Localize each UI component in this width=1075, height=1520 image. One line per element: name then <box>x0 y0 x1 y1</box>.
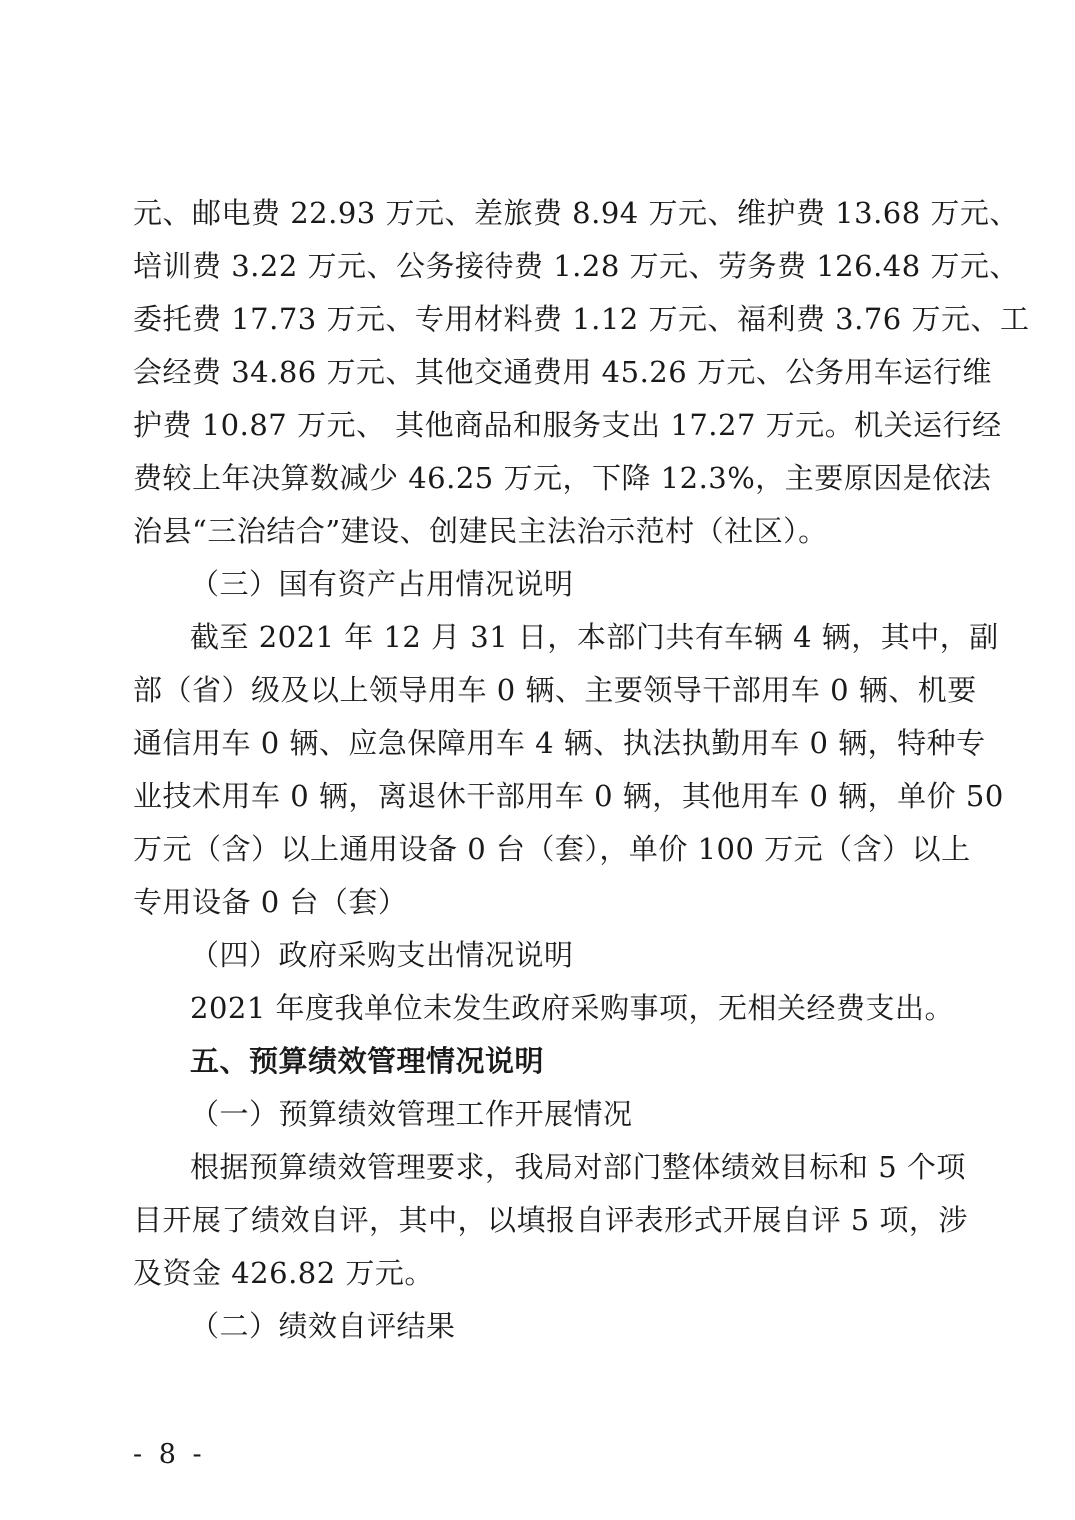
section-heading-1: （一）预算绩效管理工作开展情况 <box>190 1097 633 1131</box>
paragraph-line: 专用设备 0 台（套） <box>133 885 408 919</box>
paragraph-line: 护费 10.87 万元、 其他商品和服务支出 17.27 万元。机关运行经 <box>133 408 1002 442</box>
paragraph-line: 部（省）级及以上领导用车 0 辆、主要领导干部用车 0 辆、机要 <box>133 673 977 707</box>
page-number: - 8 - <box>133 1439 206 1470</box>
paragraph-line: 元、邮电费 22.93 万元、差旅费 8.94 万元、维护费 13.68 万元、 <box>133 196 1019 230</box>
paragraph-line: 委托费 17.73 万元、专用材料费 1.12 万元、福利费 3.76 万元、工 <box>133 302 1030 336</box>
paragraph-line: 及资金 426.82 万元。 <box>133 1256 434 1290</box>
paragraph-line: 截至 2021 年 12 月 31 日，本部门共有车辆 4 辆，其中，副 <box>190 620 999 654</box>
paragraph-line: 业技术用车 0 辆，离退休干部用车 0 辆，其他用车 0 辆，单价 50 <box>133 779 1004 813</box>
paragraph-line: 培训费 3.22 万元、公务接待费 1.28 万元、劳务费 126.48 万元、 <box>133 249 1019 283</box>
paragraph-line: 2021 年度我单位未发生政府采购事项，无相关经费支出。 <box>190 991 955 1025</box>
paragraph-line: 目开展了绩效自评，其中，以填报自评表形式开展自评 5 项，涉 <box>133 1203 968 1237</box>
paragraph-line: 通信用车 0 辆、应急保障用车 4 辆、执法执勤用车 0 辆，特种专 <box>133 726 986 760</box>
paragraph-line: 万元（含）以上通用设备 0 台（套），单价 100 万元（含）以上 <box>133 832 971 866</box>
paragraph-line: 费较上年决算数减少 46.25 万元，下降 12.3%，主要原因是依法 <box>133 461 992 495</box>
chapter-heading-5: 五、预算绩效管理情况说明 <box>190 1044 545 1078</box>
section-heading-2: （二）绩效自评结果 <box>190 1309 456 1343</box>
paragraph-line: 治县“三治结合”建设、创建民主法治示范村（社区）。 <box>133 514 828 548</box>
paragraph-line: 根据预算绩效管理要求，我局对部门整体绩效目标和 5 个项 <box>190 1150 966 1184</box>
paragraph-line: 会经费 34.86 万元、其他交通费用 45.26 万元、公务用车运行维 <box>133 355 992 389</box>
section-heading-3: （三）国有资产占用情况说明 <box>190 567 574 601</box>
section-heading-4: （四）政府采购支出情况说明 <box>190 938 574 972</box>
